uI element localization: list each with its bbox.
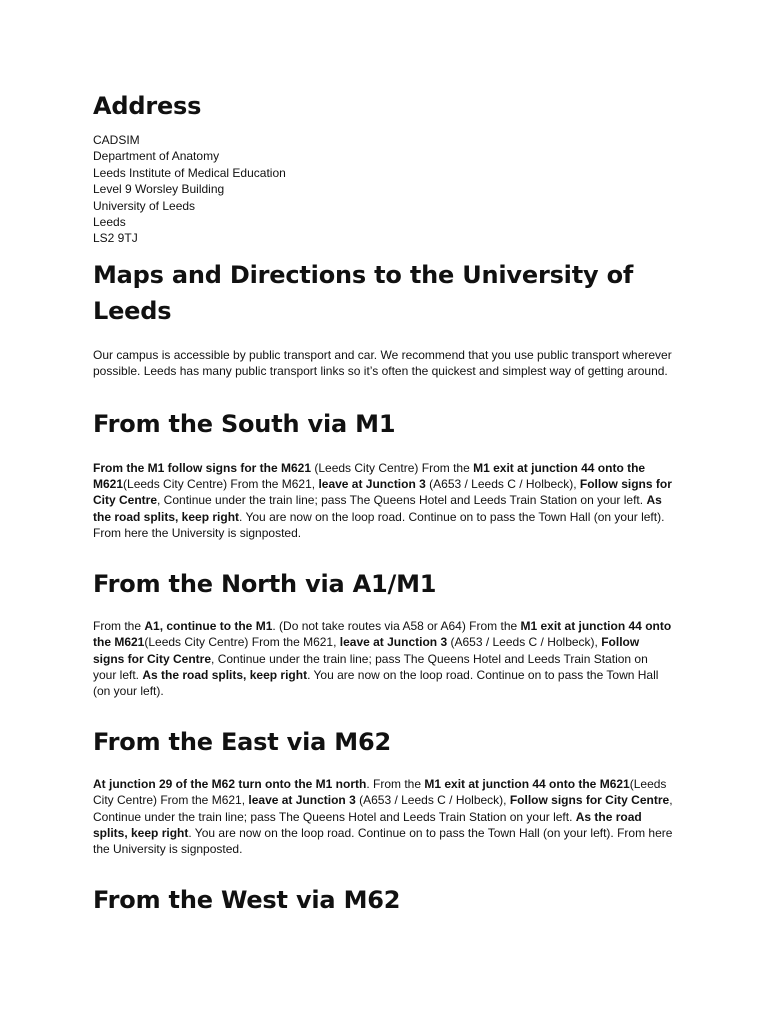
text-run: (Leeds City Centre) From the M621,: [93, 776, 667, 808]
text-run: . You are now on the loop road. Continue on to pass the Town Hall (on your left). From here the University is signposted.: [93, 509, 665, 541]
text-run: (Leeds City Centre) From the M621,: [144, 635, 340, 650]
text-run: , Continue under the train line; pass The Queens Hotel and Leeds Train Station on your left.: [93, 651, 648, 682]
intro-paragraph: Our campus is accessible by public transport and car. We recommend that you use public transport wherever possible. Leeds has many public transport links so it’s often the quickest and simplest way of getting around.: [93, 347, 672, 379]
text-run: . You are now on the loop road. Continue on to pass the Town Hall (on your left).: [93, 667, 659, 699]
text-run: (A653 / Leeds C / Holbeck),: [447, 635, 602, 650]
text-run: . From the: [366, 776, 425, 791]
address-line: Department of Anatomy: [93, 149, 220, 164]
south-heading: From the South via M1: [93, 409, 396, 438]
bold-instruction: Follow signs for City Centre: [93, 635, 640, 666]
bold-instruction: Follow signs for City Centre: [93, 477, 672, 508]
bold-instruction: As the road splits, keep right: [93, 493, 662, 524]
bold-instruction: As the road splits, keep right: [93, 809, 642, 840]
bold-instruction: M1 exit at junction 44 onto the M621: [93, 460, 646, 492]
text-run: (Leeds City Centre) From the: [311, 460, 474, 475]
bold-instruction: M1 exit at junction 44 onto the M621: [424, 776, 630, 791]
west-heading: From the West via M62: [93, 885, 401, 914]
address-line: Leeds: [93, 215, 126, 230]
text-run: (Leeds City Centre) From the M621,: [123, 477, 319, 492]
address-line: CADSIM: [93, 133, 140, 147]
maps-heading: Maps and Directions to the University of Leeds: [93, 260, 634, 325]
text-run: , Continue under the train line; pass The Queens Hotel and Leeds Train Station on your left.: [93, 793, 673, 824]
east-directions: [93, 776, 673, 858]
document-page: [93, 88, 673, 918]
address-line: LS2 9TJ: [93, 231, 138, 246]
address-heading: Address: [93, 92, 202, 120]
address-block: [93, 132, 673, 247]
address-line: Leeds Institute of Medical Education: [93, 165, 286, 180]
text-run: , Continue under the train line; pass The Queens Hotel and Leeds Train Station on your left.: [157, 493, 647, 508]
address-line: Level 9 Worsley Building: [93, 182, 225, 197]
bold-instruction: A1, continue to the M1: [144, 618, 273, 633]
bold-instruction: From the M1 follow signs for the M621: [93, 460, 312, 475]
bold-instruction: Follow signs for City Centre: [509, 793, 670, 808]
text-run: From the: [93, 618, 145, 633]
south-directions: [93, 460, 673, 542]
text-run: . You are now on the loop road. Continue on to pass the Town Hall (on your left). From here the University is signposted.: [93, 825, 673, 857]
address-line: University of Leeds: [93, 198, 196, 213]
north-heading: From the North via A1/M1: [93, 569, 437, 598]
east-heading: From the East via M62: [93, 727, 391, 756]
bold-instruction: leave at Junction 3: [339, 635, 448, 650]
text-run: (A653 / Leeds C / Holbeck),: [355, 793, 510, 808]
bold-instruction: M1 exit at junction 44 onto the M621: [93, 618, 672, 650]
text-run: . (Do not take routes via A58 or A64) From the: [272, 618, 521, 633]
bold-instruction: At junction 29 of the M62 turn onto the M1 north: [93, 776, 367, 791]
bold-instruction: As the road splits, keep right: [142, 667, 308, 682]
bold-instruction: leave at Junction 3: [248, 793, 356, 808]
north-directions: [93, 618, 673, 700]
bold-instruction: leave at Junction 3: [318, 477, 426, 492]
text-run: (A653 / Leeds C / Holbeck),: [425, 477, 580, 492]
